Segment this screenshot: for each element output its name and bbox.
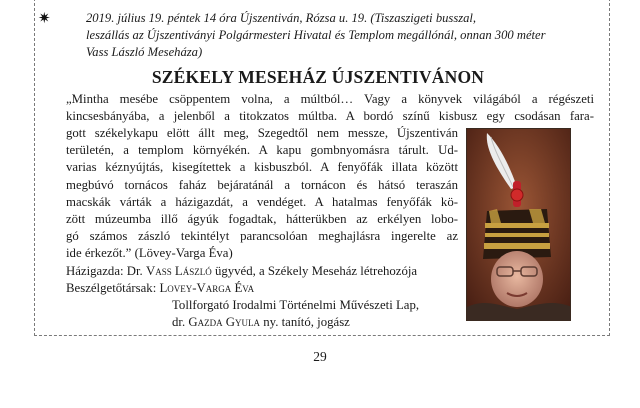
article-line-6: megbúvó tornácos faház bejáratánál a tornácon és hátsó teraszán [66, 177, 458, 192]
partners-label: Beszélgetőtársak: [66, 281, 157, 295]
article-line-7: macskák várták a házigazdát, a vendéget. A hatalmas fenyőfák kö- [66, 194, 458, 209]
host-line [66, 263, 417, 280]
article-line-4: területén, a templom környékén. A kapu gombnyomásra tárult. Ud- [66, 143, 458, 158]
event-line-2: leszállás az Újszentiványi Polgármesteri Hivatal és Templom megállónál, onnan 300 méter [86, 28, 546, 42]
article-line-8: zött múzeumba illő ágyúk fogadtak, hátterükben az erkélyen lobo- [66, 212, 458, 227]
host-description: ügyvéd, a Székely Meseház létrehozója [214, 264, 418, 278]
article-line-3: gott székelykapu elött állt meg, Szegedtől nem messze, Újszentiván [66, 126, 458, 140]
event-details [86, 10, 594, 61]
partners-line [66, 280, 254, 297]
event-line-3: Vass László Meseháza) [86, 45, 203, 59]
article-line-5: varias kéznyújtás, kisegítettek a kisbuszból. A fenyőfák illata között [66, 160, 458, 175]
host-label: Házigazda: Dr. [66, 264, 143, 278]
article-body [66, 125, 458, 263]
article-line-9: gó számos zászló tekintélyt parancsolóan meghajlásra ingerelte az [66, 229, 458, 244]
partner-2-description: ny. tanító, jogász [263, 315, 350, 329]
page-number: 29 [313, 349, 327, 364]
partner-2-name: Gazda Gyula [188, 315, 261, 329]
partner-2-line [172, 314, 350, 331]
article-line-1: „Mintha mesébe csöppentem volna, a múltból… Vagy a könyvek világából a régészeti [66, 92, 594, 106]
portrait-illustration [467, 129, 571, 321]
article-line-10: ide érkezőt.” (Lövey-Varga Éva) [66, 246, 233, 261]
article-title: SZÉKELY MESEHÁZ ÚJSZENTIVÁNON [151, 67, 485, 87]
partner-1-name: Lovey-Varga Éva [159, 281, 255, 295]
portrait-photo [466, 128, 571, 321]
event-line-1: 2019. július 19. péntek 14 óra Újszentiván, Rózsa u. 19. (Tiszaszigeti busszal, [86, 11, 477, 25]
article-intro [66, 91, 594, 125]
host-name: Vass László [145, 264, 212, 278]
star-bullet-icon: ✷ [38, 11, 51, 27]
partner-1-description: Tollforgató Irodalmi Történelmi Művészeti Lap, [172, 298, 420, 312]
article-line-2: kincsesbányába, a jelenből a titokzatos múltba. A bordó színű kisbusz egy csodásan fara- [66, 109, 594, 124]
partner-2-prefix: dr. [172, 315, 186, 329]
